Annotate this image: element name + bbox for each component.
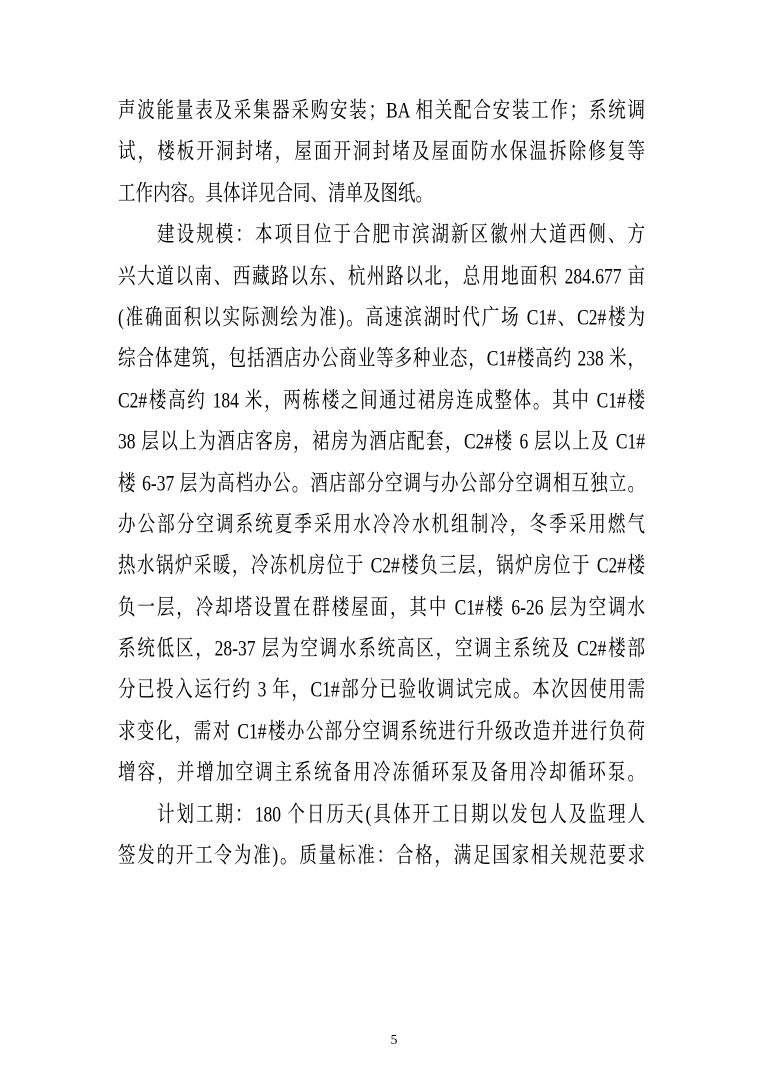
text-line: 综合体建筑，包括酒店办公商业等多种业态，C1#楼高约 238 米，	[118, 345, 645, 371]
text-line: 办公部分空调系统夏季采用水冷冷水机组制冷，冬季采用燃气	[118, 510, 645, 537]
text-line: 负一层，冷却塔设置在群楼屋面，其中 C1#楼 6-26 层为空调水	[118, 593, 645, 620]
text-line: 分已投入运行约 3 年，C1#部分已验收调试完成。本次因使用需	[118, 676, 645, 703]
text-line: 试，楼板开洞封堵，屋面开洞封堵及屋面防水保温拆除修复等	[118, 138, 645, 164]
text-line: 声波能量表及采集器采购安装；BA 相关配合安装工作；系统调	[118, 97, 645, 123]
text-block	[118, 90, 645, 876]
text-line: 楼 6-37 层为高档办公。酒店部分空调与办公部分空调相互独立。	[118, 469, 645, 496]
text-line: 38 层以上为酒店客房，裙房为酒店配套，C2#楼 6 层以上及 C1#	[118, 428, 645, 454]
text-line: 系统低区，28-37 层为空调水系统高区，空调主系统及 C2#楼部	[118, 635, 645, 661]
text-line: 兴大道以南、西藏路以东、杭州路以北，总用地面积 284.677 亩	[118, 262, 645, 289]
text-line: 签发的开工令为准)。质量标准：合格，满足国家相关规范要求	[118, 842, 645, 868]
text-line: C2#楼高约 184 米，两栋楼之间通过裙房连成整体。其中 C1#楼	[118, 386, 645, 413]
text-line: 增容，并增加空调主系统备用冷冻循环泵及备用冷却循环泵。	[118, 759, 645, 785]
text-line: 热水锅炉采暖，冷冻机房位于 C2#楼负三层，锅炉房位于 C2#楼	[118, 552, 645, 578]
text-line: 计划工期：180 个日历天(具体开工日期以发包人及监理人	[157, 800, 645, 827]
text-line: 工作内容。具体详见合同、清单及图纸。	[118, 179, 433, 206]
text-line: 建设规模：本项目位于合肥市滨湖新区徽州大道西侧、方	[157, 221, 645, 247]
page-number: 5	[390, 1032, 398, 1047]
text-line: 求变化，需对 C1#楼办公部分空调系统进行升级改造并进行负荷	[118, 717, 645, 744]
text-line: (准确面积以实际测绘为准)。高速滨湖时代广场 C1#、C2#楼为	[118, 303, 645, 330]
